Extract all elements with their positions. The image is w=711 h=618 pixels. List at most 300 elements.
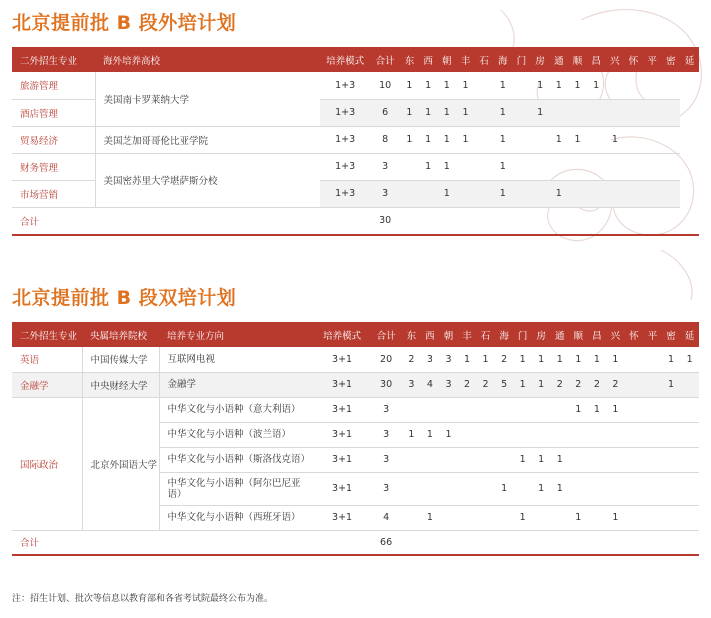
district-cell: 1 [587, 72, 606, 99]
col-header: 兴 [610, 330, 621, 342]
district-cell [400, 180, 419, 207]
col-header: 延 [684, 55, 695, 67]
district-cell [419, 207, 438, 235]
district-cell: 1 [662, 372, 681, 397]
district-cell [568, 99, 587, 126]
sum-row [12, 207, 699, 235]
district-cell [568, 207, 587, 235]
district-cell [476, 422, 495, 447]
district-cell: 1 [439, 422, 458, 447]
table-row [12, 347, 699, 372]
major-cell: 国际政治 [12, 397, 82, 530]
district-cell: 1 [419, 153, 438, 180]
district-cell: 1 [569, 505, 588, 530]
district-cell [662, 72, 681, 99]
mode-cell: 3+1 [314, 505, 370, 530]
col-header: 兴 [610, 55, 620, 67]
total-cell: 6 [370, 99, 400, 126]
district-cell [458, 397, 477, 422]
district-cell: 1 [606, 397, 625, 422]
col-header: 石 [479, 55, 489, 67]
district-cell [476, 505, 495, 530]
district-cell: 1 [513, 505, 532, 530]
district-cell [456, 207, 475, 235]
district-cell [606, 530, 625, 555]
district-cell [643, 472, 662, 505]
direction-cell: 互联网电视 [159, 347, 314, 372]
district-cell [606, 422, 625, 447]
district-cell [643, 207, 662, 235]
district-cell [512, 153, 531, 180]
district-cell: 1 [550, 472, 569, 505]
district-cell: 1 [421, 422, 440, 447]
district-cell [439, 505, 458, 530]
district-cell [606, 153, 625, 180]
district-cell [476, 397, 495, 422]
total-cell: 4 [370, 505, 402, 530]
district-cell [680, 447, 699, 472]
district-cell [550, 505, 569, 530]
district-cell [458, 422, 477, 447]
table2 [12, 322, 699, 556]
district-cell: 1 [493, 153, 512, 180]
total-cell: 3 [370, 153, 400, 180]
district-cell [588, 447, 607, 472]
col-header: 房 [535, 55, 545, 67]
district-cell: 4 [421, 372, 440, 397]
district-cell [680, 422, 699, 447]
district-cell [402, 472, 421, 505]
col-header: 培养模式 [323, 330, 362, 342]
col-header: 通 [554, 55, 564, 67]
school-cell: 北京外国语大学 [82, 397, 159, 530]
district-cell [680, 530, 699, 555]
district-cell [495, 505, 514, 530]
district-cell: 1 [456, 126, 475, 153]
district-cell [439, 397, 458, 422]
col-header: 二外招生专业 [20, 55, 78, 67]
col-header: 昌 [592, 330, 602, 342]
major-cell: 英语 [12, 347, 82, 372]
district-cell [606, 447, 625, 472]
mode-cell: 1+3 [320, 126, 370, 153]
district-cell: 1 [606, 347, 625, 372]
col-header: 朝 [442, 55, 452, 67]
district-cell [531, 126, 550, 153]
total-cell: 3 [370, 397, 402, 422]
district-cell: 1 [550, 447, 569, 472]
district-cell [458, 447, 477, 472]
district-cell: 1 [419, 99, 438, 126]
district-cell [495, 530, 514, 555]
district-cell [421, 447, 440, 472]
district-cell: 2 [495, 347, 514, 372]
table1-header-row [12, 47, 699, 72]
district-cell [643, 347, 662, 372]
district-cell [550, 422, 569, 447]
district-cell [402, 505, 421, 530]
sum-label: 合计 [12, 207, 370, 235]
district-cell [625, 397, 644, 422]
district-cell [493, 207, 512, 235]
district-cell: 1 [532, 472, 551, 505]
district-cell: 1 [606, 126, 625, 153]
district-cell [587, 99, 606, 126]
district-cell [662, 505, 681, 530]
col-header: 怀 [628, 55, 639, 67]
district-cell: 2 [476, 372, 495, 397]
district-cell: 2 [569, 372, 588, 397]
col-header: 合计 [376, 330, 396, 342]
col-header: 培养专业方向 [167, 330, 225, 342]
district-cell: 1 [550, 347, 569, 372]
district-cell: 1 [437, 153, 456, 180]
district-cell: 1 [549, 126, 568, 153]
table-row [12, 397, 699, 422]
district-cell [643, 153, 662, 180]
district-cell [495, 422, 514, 447]
col-header: 石 [480, 330, 491, 342]
direction-cell: 中华文化与小语种（西班牙语） [159, 505, 314, 530]
district-cell [421, 397, 440, 422]
major-cell: 市场营销 [12, 180, 95, 207]
col-header: 合计 [375, 55, 395, 67]
col-header: 朝 [443, 330, 454, 342]
district-cell [680, 372, 699, 397]
district-cell [458, 472, 477, 505]
district-cell [402, 530, 421, 555]
district-cell [475, 207, 494, 235]
col-header: 平 [647, 330, 658, 342]
col-header: 门 [517, 330, 528, 342]
col-header: 平 [647, 55, 657, 67]
district-cell [625, 505, 644, 530]
district-cell [625, 472, 644, 505]
col-header: 延 [684, 330, 695, 342]
direction-cell: 金融学 [159, 372, 314, 397]
district-cell [643, 505, 662, 530]
district-cell: 1 [532, 447, 551, 472]
district-cell: 1 [606, 505, 625, 530]
district-cell [606, 207, 625, 235]
district-cell [624, 72, 643, 99]
district-cell [402, 447, 421, 472]
district-cell [680, 505, 699, 530]
district-cell [643, 180, 662, 207]
district-cell: 1 [437, 180, 456, 207]
district-cell [476, 472, 495, 505]
district-cell [513, 397, 532, 422]
col-header: 顺 [573, 330, 584, 342]
table-row [12, 153, 699, 180]
col-header: 海 [499, 330, 509, 342]
district-cell [475, 153, 494, 180]
sum-total: 30 [370, 207, 400, 235]
district-cell [476, 530, 495, 555]
district-cell [549, 207, 568, 235]
major-cell: 旅游管理 [12, 72, 95, 99]
col-header: 房 [536, 330, 546, 342]
col-header: 东 [406, 330, 417, 342]
district-cell: 1 [437, 72, 456, 99]
district-cell [587, 207, 606, 235]
district-cell [437, 207, 456, 235]
mode-cell: 3+1 [314, 397, 370, 422]
major-cell: 财务管理 [12, 153, 95, 180]
district-cell [400, 153, 419, 180]
district-cell [531, 180, 550, 207]
district-cell: 1 [549, 180, 568, 207]
district-cell: 1 [513, 447, 532, 472]
district-cell [662, 397, 681, 422]
district-cell: 1 [531, 99, 550, 126]
district-cell [662, 126, 681, 153]
mode-cell: 3+1 [314, 372, 370, 397]
district-cell [662, 180, 681, 207]
district-cell [419, 180, 438, 207]
total-cell: 3 [370, 447, 402, 472]
district-cell [625, 447, 644, 472]
district-cell [439, 472, 458, 505]
district-cell [625, 530, 644, 555]
district-cell [624, 207, 643, 235]
col-header: 密 [666, 330, 676, 342]
district-cell [400, 207, 419, 235]
district-cell [643, 99, 662, 126]
district-cell [568, 153, 587, 180]
district-cell: 1 [437, 99, 456, 126]
district-cell: 1 [402, 422, 421, 447]
district-cell [495, 397, 514, 422]
district-cell [569, 530, 588, 555]
district-cell [475, 180, 494, 207]
district-cell: 1 [568, 126, 587, 153]
district-cell [550, 530, 569, 555]
col-header: 怀 [629, 330, 639, 342]
table1 [12, 47, 699, 236]
district-cell: 1 [421, 505, 440, 530]
district-cell [456, 180, 475, 207]
col-header: 培养模式 [326, 55, 365, 67]
district-cell [588, 530, 607, 555]
district-cell [624, 153, 643, 180]
mode-cell: 1+3 [320, 72, 370, 99]
district-cell [512, 99, 531, 126]
district-cell [549, 153, 568, 180]
district-cell: 1 [458, 347, 477, 372]
sum-label: 合计 [12, 530, 370, 555]
school-cell: 中国传媒大学 [82, 347, 159, 372]
col-header: 顺 [572, 55, 583, 67]
mode-cell: 1+3 [320, 99, 370, 126]
mode-cell: 3+1 [314, 422, 370, 447]
district-cell [475, 99, 494, 126]
district-cell [421, 530, 440, 555]
school-cell: 中央财经大学 [82, 372, 159, 397]
district-cell [643, 372, 662, 397]
district-cell: 1 [476, 347, 495, 372]
district-cell: 3 [402, 372, 421, 397]
school-cell: 美国芝加哥哥伦比亚学院 [95, 126, 320, 153]
col-header: 昌 [591, 55, 601, 67]
district-cell [606, 180, 625, 207]
district-cell [531, 153, 550, 180]
district-cell [458, 530, 477, 555]
table-row [12, 72, 699, 99]
total-cell: 3 [370, 180, 400, 207]
sum-row [12, 530, 699, 555]
district-cell [402, 397, 421, 422]
district-cell [456, 153, 475, 180]
district-cell [606, 472, 625, 505]
col-header: 西 [423, 55, 433, 67]
district-cell [475, 126, 494, 153]
footnote: 注：招生计划、批次等信息以教育部和各省考试院最终公布为准。 [12, 594, 274, 604]
district-cell: 5 [495, 372, 514, 397]
district-cell [606, 99, 625, 126]
district-cell [512, 180, 531, 207]
district-cell [662, 207, 681, 235]
total-cell: 30 [370, 372, 402, 397]
district-cell [680, 472, 699, 505]
total-cell: 10 [370, 72, 400, 99]
col-header: 丰 [462, 330, 472, 342]
district-cell: 1 [495, 472, 514, 505]
direction-cell: 中华文化与小语种（阿尔巴尼亚语） [159, 472, 314, 505]
district-cell [587, 153, 606, 180]
mode-cell: 3+1 [314, 447, 370, 472]
table2-title: 北京提前批 B 段双培计划 [12, 287, 237, 309]
district-cell: 1 [588, 397, 607, 422]
district-cell: 1 [400, 99, 419, 126]
district-cell: 1 [662, 347, 681, 372]
district-cell: 1 [419, 126, 438, 153]
district-cell [421, 472, 440, 505]
total-cell: 3 [370, 422, 402, 447]
district-cell [624, 180, 643, 207]
district-cell [662, 472, 681, 505]
district-cell: 3 [439, 347, 458, 372]
district-cell [475, 72, 494, 99]
district-cell [568, 180, 587, 207]
district-cell: 2 [402, 347, 421, 372]
district-cell: 1 [568, 72, 587, 99]
district-cell [513, 422, 532, 447]
district-cell [587, 180, 606, 207]
major-cell: 酒店管理 [12, 99, 95, 126]
district-cell [569, 422, 588, 447]
district-cell: 1 [532, 347, 551, 372]
district-cell [643, 397, 662, 422]
district-cell [550, 397, 569, 422]
district-cell: 1 [588, 347, 607, 372]
district-cell [606, 72, 625, 99]
district-cell [588, 422, 607, 447]
district-cell [662, 153, 681, 180]
district-cell [513, 472, 532, 505]
major-cell: 贸易经济 [12, 126, 95, 153]
col-header: 门 [516, 55, 527, 67]
district-cell: 1 [532, 372, 551, 397]
col-header: 二外招生专业 [20, 330, 78, 342]
total-cell: 8 [370, 126, 400, 153]
district-cell [680, 397, 699, 422]
district-cell [569, 472, 588, 505]
district-cell [588, 472, 607, 505]
district-cell [439, 447, 458, 472]
district-cell [643, 447, 662, 472]
district-cell [662, 99, 681, 126]
col-header: 丰 [460, 55, 471, 67]
direction-cell: 中华文化与小语种（意大利语） [159, 397, 314, 422]
district-cell [532, 530, 551, 555]
district-cell [643, 422, 662, 447]
col-header: 海外培养高校 [103, 55, 161, 67]
col-header: 东 [404, 55, 415, 67]
district-cell: 1 [513, 347, 532, 372]
district-cell [531, 207, 550, 235]
district-cell [624, 126, 643, 153]
table1-title: 北京提前批 B 段外培计划 [12, 12, 237, 34]
district-cell [532, 505, 551, 530]
district-cell: 3 [439, 372, 458, 397]
direction-cell: 中华文化与小语种（波兰语） [159, 422, 314, 447]
district-cell [624, 99, 643, 126]
district-cell: 1 [549, 72, 568, 99]
district-cell: 1 [531, 72, 550, 99]
district-cell: 1 [400, 72, 419, 99]
district-cell [643, 126, 662, 153]
table-row [12, 126, 699, 153]
col-header: 通 [554, 330, 565, 342]
district-cell: 1 [569, 397, 588, 422]
district-cell: 2 [550, 372, 569, 397]
mode-cell: 3+1 [314, 347, 370, 372]
district-cell [680, 207, 699, 235]
district-cell [513, 530, 532, 555]
district-cell [662, 530, 681, 555]
district-cell: 1 [493, 126, 512, 153]
district-cell [532, 422, 551, 447]
school-cell: 美国南卡罗莱纳大学 [95, 72, 320, 126]
district-cell [587, 126, 606, 153]
district-cell [549, 99, 568, 126]
district-cell: 1 [456, 72, 475, 99]
col-header: 海 [498, 55, 508, 67]
col-header: 密 [666, 55, 676, 67]
district-cell [643, 72, 662, 99]
total-cell: 20 [370, 347, 402, 372]
district-cell: 1 [569, 347, 588, 372]
district-cell [662, 447, 681, 472]
district-cell: 1 [493, 72, 512, 99]
district-cell [476, 447, 495, 472]
district-cell: 3 [421, 347, 440, 372]
district-cell: 1 [437, 126, 456, 153]
district-cell: 1 [680, 347, 699, 372]
district-cell [625, 347, 644, 372]
district-cell [512, 126, 531, 153]
sum-total: 66 [370, 530, 402, 555]
table2-header-row [12, 322, 699, 347]
col-header: 央属培养院校 [90, 330, 148, 342]
district-cell [625, 372, 644, 397]
district-cell: 1 [400, 126, 419, 153]
district-cell [625, 422, 644, 447]
district-cell: 1 [513, 372, 532, 397]
district-cell: 1 [419, 72, 438, 99]
district-cell: 1 [493, 99, 512, 126]
